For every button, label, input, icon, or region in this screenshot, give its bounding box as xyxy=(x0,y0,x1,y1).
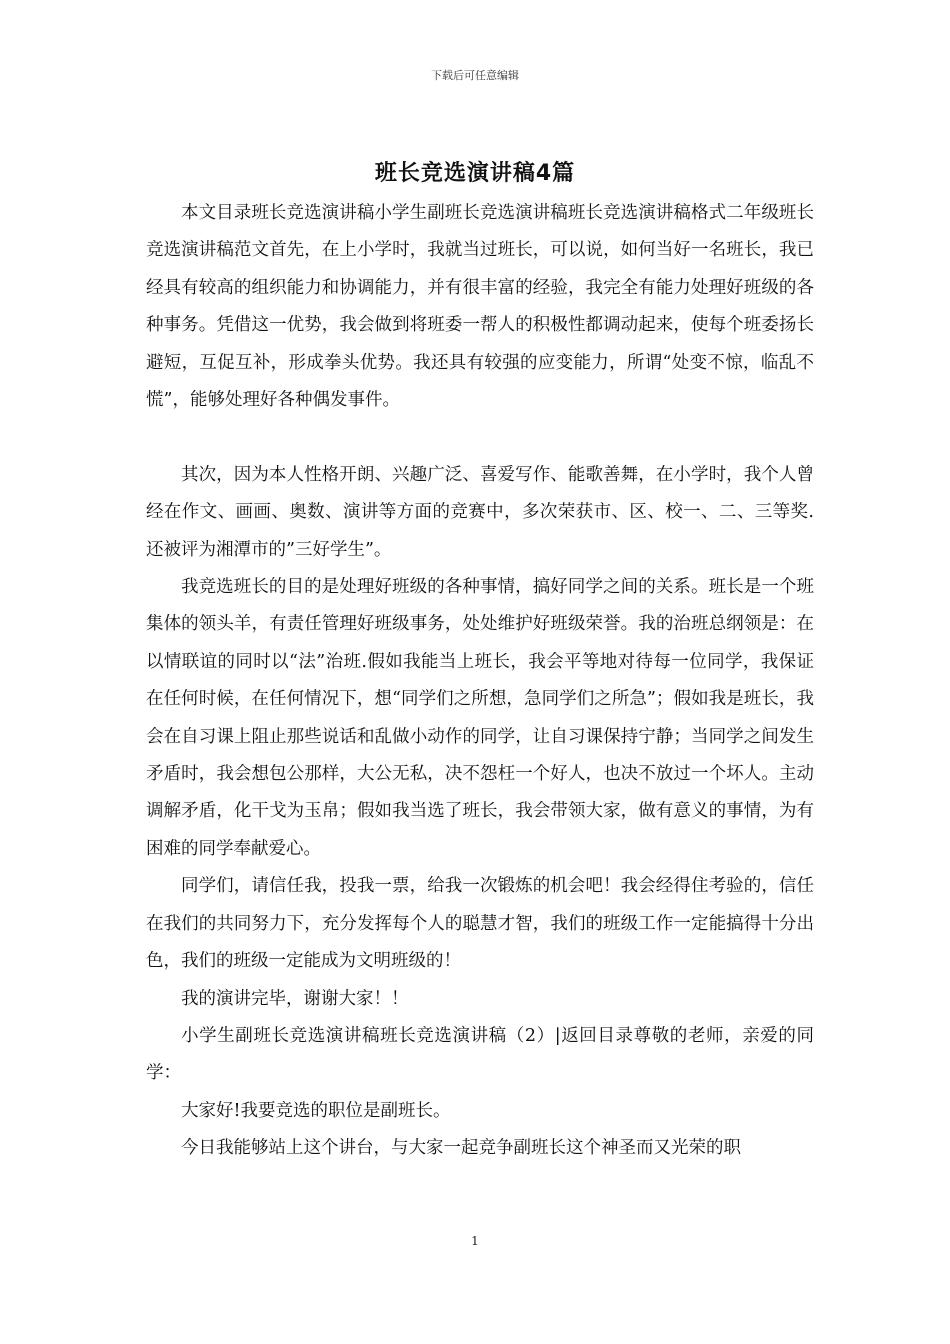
document-title: 班长竞选演讲稿4篇 xyxy=(374,161,576,186)
paragraph-closing: 我的演讲完毕，谢谢大家！！ xyxy=(181,988,409,1009)
paragraph-purpose: 我竞选班长的目的是处理好班级的各种事情，搞好同学之间的关系。班长是一个班集体的领头羊，有责任管理好班级事务，处处维护好班级荣誉。我的治班总纲领是：在以情联谊的同时以“法”治班.假如我能当上班长，我会平等地对待每一位同学，我保证在任何时候，在任何情况下，想“同学们之所想，急同学们之所急”；假如我是班长，我会在自习课上阻止那些说话和乱做小动作的同学，让自习课保持宁静；当同学之间发生矛盾时，我会想包公那样，大公无私，决不怨枉一个好人，也决不放过一个坏人。主动调解矛盾，化干戈为玉帛；假如我当选了班长，我会带领大家，做有意义的事情，为有困难的同学奉献爱心。 xyxy=(146,577,814,859)
paragraph-second-speech-heading: 小学生副班长竞选演讲稿班长竞选演讲稿（2）|返回目录尊敬的老师，亲爱的同学： xyxy=(146,1025,814,1084)
paragraph-secondly: 其次，因为本人性格开朗、兴趣广泛、喜爱写作、能歌善舞，在小学时，我个人曾经在作文、画画、奥数、演讲等方面的竞赛中，多次荣获市、区、校一、二、三等奖.还被评为湘潭市的”三好学生”。 xyxy=(146,464,814,560)
paragraph-appeal: 同学们，请信任我，投我一票，给我一次锻炼的机会吧！我会经得住考验的，信任在我们的共同努力下，充分发挥每个人的聪慧才智，我们的班级工作一定能搞得十分出色，我们的班级一定能成为文明班级的！ xyxy=(146,876,814,972)
paragraph-today: 今日我能够站上这个讲台，与大家一起竞争副班长这个神圣而又光荣的职 xyxy=(181,1138,741,1159)
page-header-note: 下载后可任意编辑 xyxy=(431,69,519,82)
paragraph-intro: 本文目录班长竞选演讲稿小学生副班长竞选演讲稿班长竞选演讲稿格式二年级班长竞选演讲稿范文首先，在上小学时，我就当过班长，可以说，如何当好一名班长，我已经具有较高的组织能力和协调能力，并有很丰富的经验，我完全有能力处理好班级的各种事务。凭借这一优势，我会做到将班委一帮人的积极性都调动起来，使每个班委扬长避短，互促互补，形成拳头优势。我还具有较强的应变能力，所谓“处变不惊，临乱不慌”，能够处理好各种偶发事件。 xyxy=(146,203,814,411)
document-body xyxy=(146,195,814,1168)
page-number: 1 xyxy=(471,1234,479,1248)
paragraph-greeting: 大家好!我要竞选的职位是副班长。 xyxy=(181,1100,451,1121)
